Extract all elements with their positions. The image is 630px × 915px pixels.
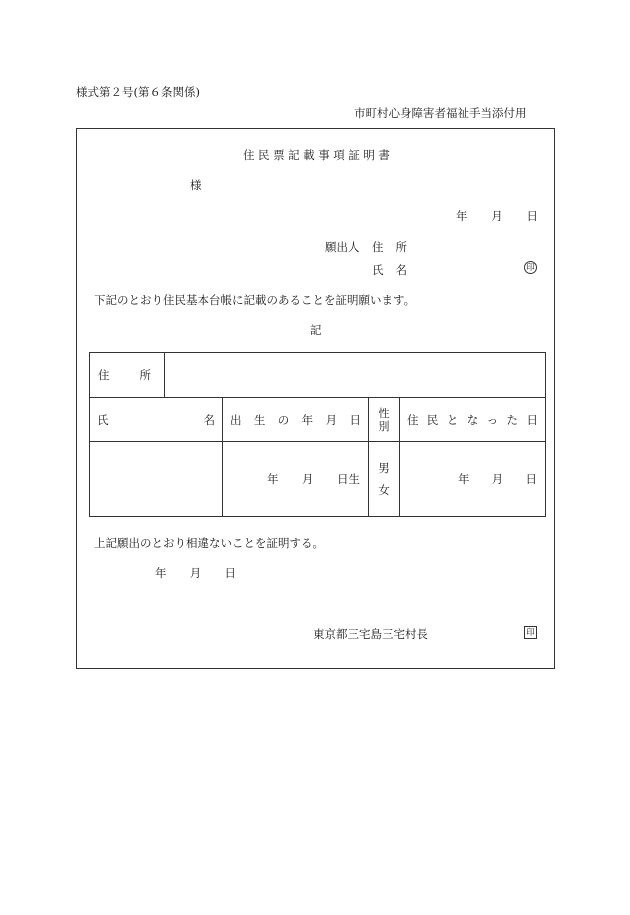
addressee-suffix: 様 <box>190 178 202 192</box>
certify-text: 上記願出のとおり相違ないことを証明する。 <box>94 536 324 550</box>
birth-value-cell: 年 月 日生 <box>223 442 369 517</box>
name-value-cell <box>90 442 223 517</box>
address-row <box>90 353 546 398</box>
applicant-address-label: 住 所 <box>372 240 407 254</box>
certificate-title: 住 民 票 記 載 事 項 証 明 書 <box>243 148 390 162</box>
ki-label: 記 <box>310 323 322 337</box>
birth-header-cell: 出 生 の 年 月 日 <box>223 398 369 442</box>
resident-value-cell: 年 月 日 <box>400 442 546 517</box>
gender-value-cell: 男 女 <box>369 442 400 517</box>
applicant-label: 願出人 <box>325 240 360 254</box>
form-purpose: 市町村心身障害者福祉手当添付用 <box>354 106 527 120</box>
resident-header-cell: 住 民 と な っ た 日 <box>400 398 546 442</box>
address-value-cell <box>165 353 546 398</box>
address-header-cell: 住 所 <box>90 353 165 398</box>
request-date: 年 月 日 <box>456 209 538 223</box>
gender-header-cell: 性 別 <box>369 398 400 442</box>
applicant-seal-icon: 印 <box>524 261 537 274</box>
header-row <box>90 398 546 442</box>
applicant-name-label: 氏 名 <box>372 263 407 277</box>
issuer-seal-icon: 印 <box>524 626 537 639</box>
value-row <box>90 442 546 517</box>
name-header-cell: 氏 名 <box>90 398 223 442</box>
request-text: 下記のとおり住民基本台帳に記載のあることを証明願います。 <box>94 293 416 307</box>
issuer-name: 東京都三宅島三宅村長 <box>313 627 428 641</box>
resident-record-table <box>89 352 546 517</box>
form-number: 様式第２号(第６条関係) <box>76 85 200 99</box>
certify-date: 年 月 日 <box>155 566 236 580</box>
